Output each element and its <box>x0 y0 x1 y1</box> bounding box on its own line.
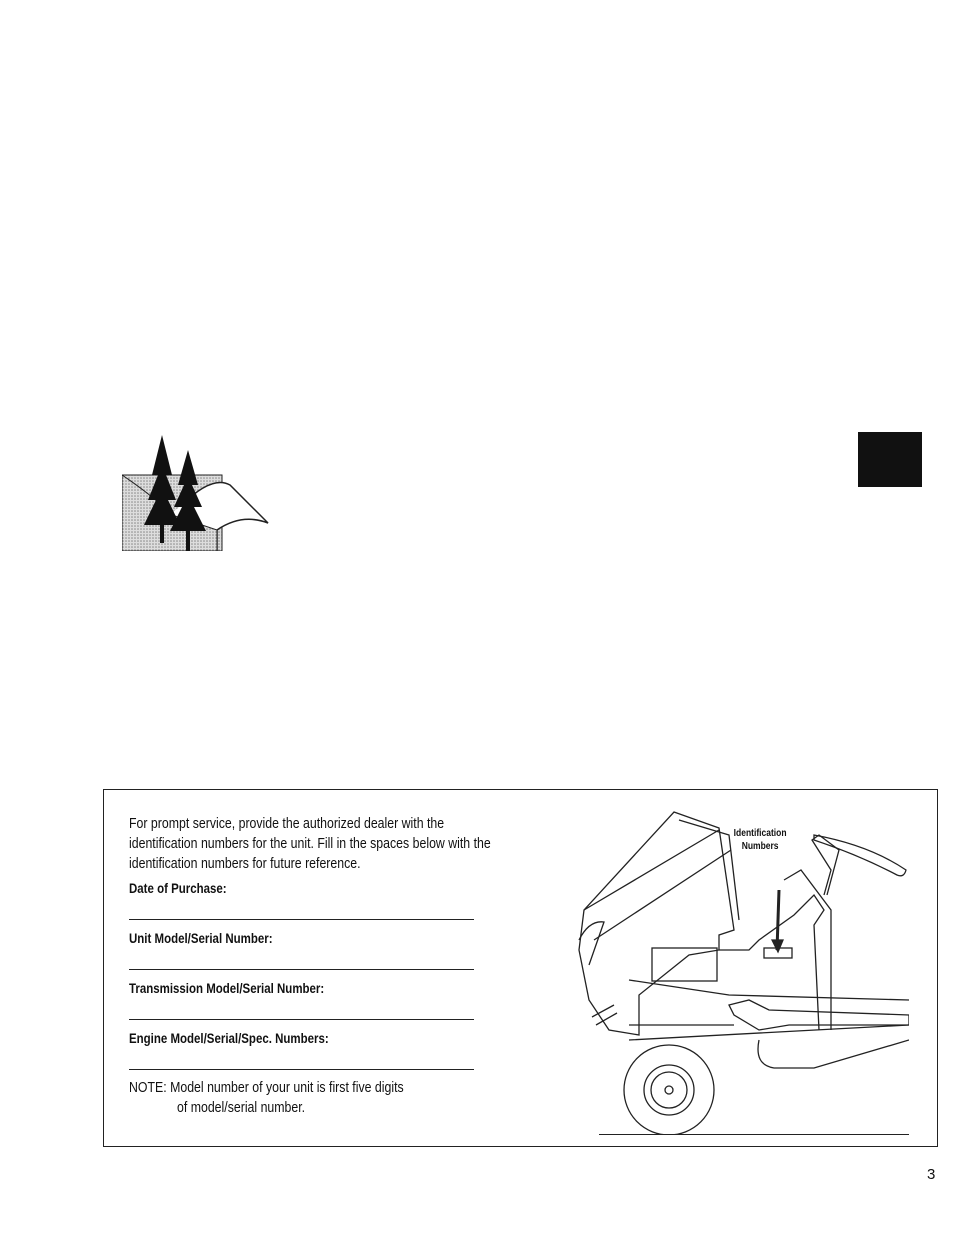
unit-model-serial-label: Unit Model/Serial Number: <box>129 930 273 946</box>
date-of-purchase-label: Date of Purchase: <box>129 880 227 896</box>
identification-numbers-box <box>103 789 938 1147</box>
transmission-model-serial-blank[interactable] <box>129 1019 474 1020</box>
page-number: 3 <box>927 1166 936 1183</box>
unit-model-serial-blank[interactable] <box>129 969 474 970</box>
forest-logo-icon <box>122 435 270 551</box>
intro-text-line: identification numbers for the unit. Fill in the spaces below with the <box>129 836 491 852</box>
engine-model-serial-label: Engine Model/Serial/Spec. Numbers: <box>129 1030 329 1046</box>
transmission-model-serial-label: Transmission Model/Serial Number: <box>129 980 325 996</box>
section-tab-marker <box>858 432 922 487</box>
callout-line: Identification <box>733 828 787 839</box>
intro-text-line: identification numbers for future reference. <box>129 856 361 872</box>
engine-model-serial-blank[interactable] <box>129 1069 474 1070</box>
note-text: of model/serial number. <box>177 1100 306 1116</box>
date-of-purchase-blank[interactable] <box>129 919 474 920</box>
identification-numbers-callout <box>734 827 787 853</box>
callout-line: Numbers <box>741 841 779 852</box>
note-text: NOTE: Model number of your unit is first five digits <box>129 1080 404 1096</box>
intro-text-line: For prompt service, provide the authorized dealer with the <box>129 816 445 832</box>
